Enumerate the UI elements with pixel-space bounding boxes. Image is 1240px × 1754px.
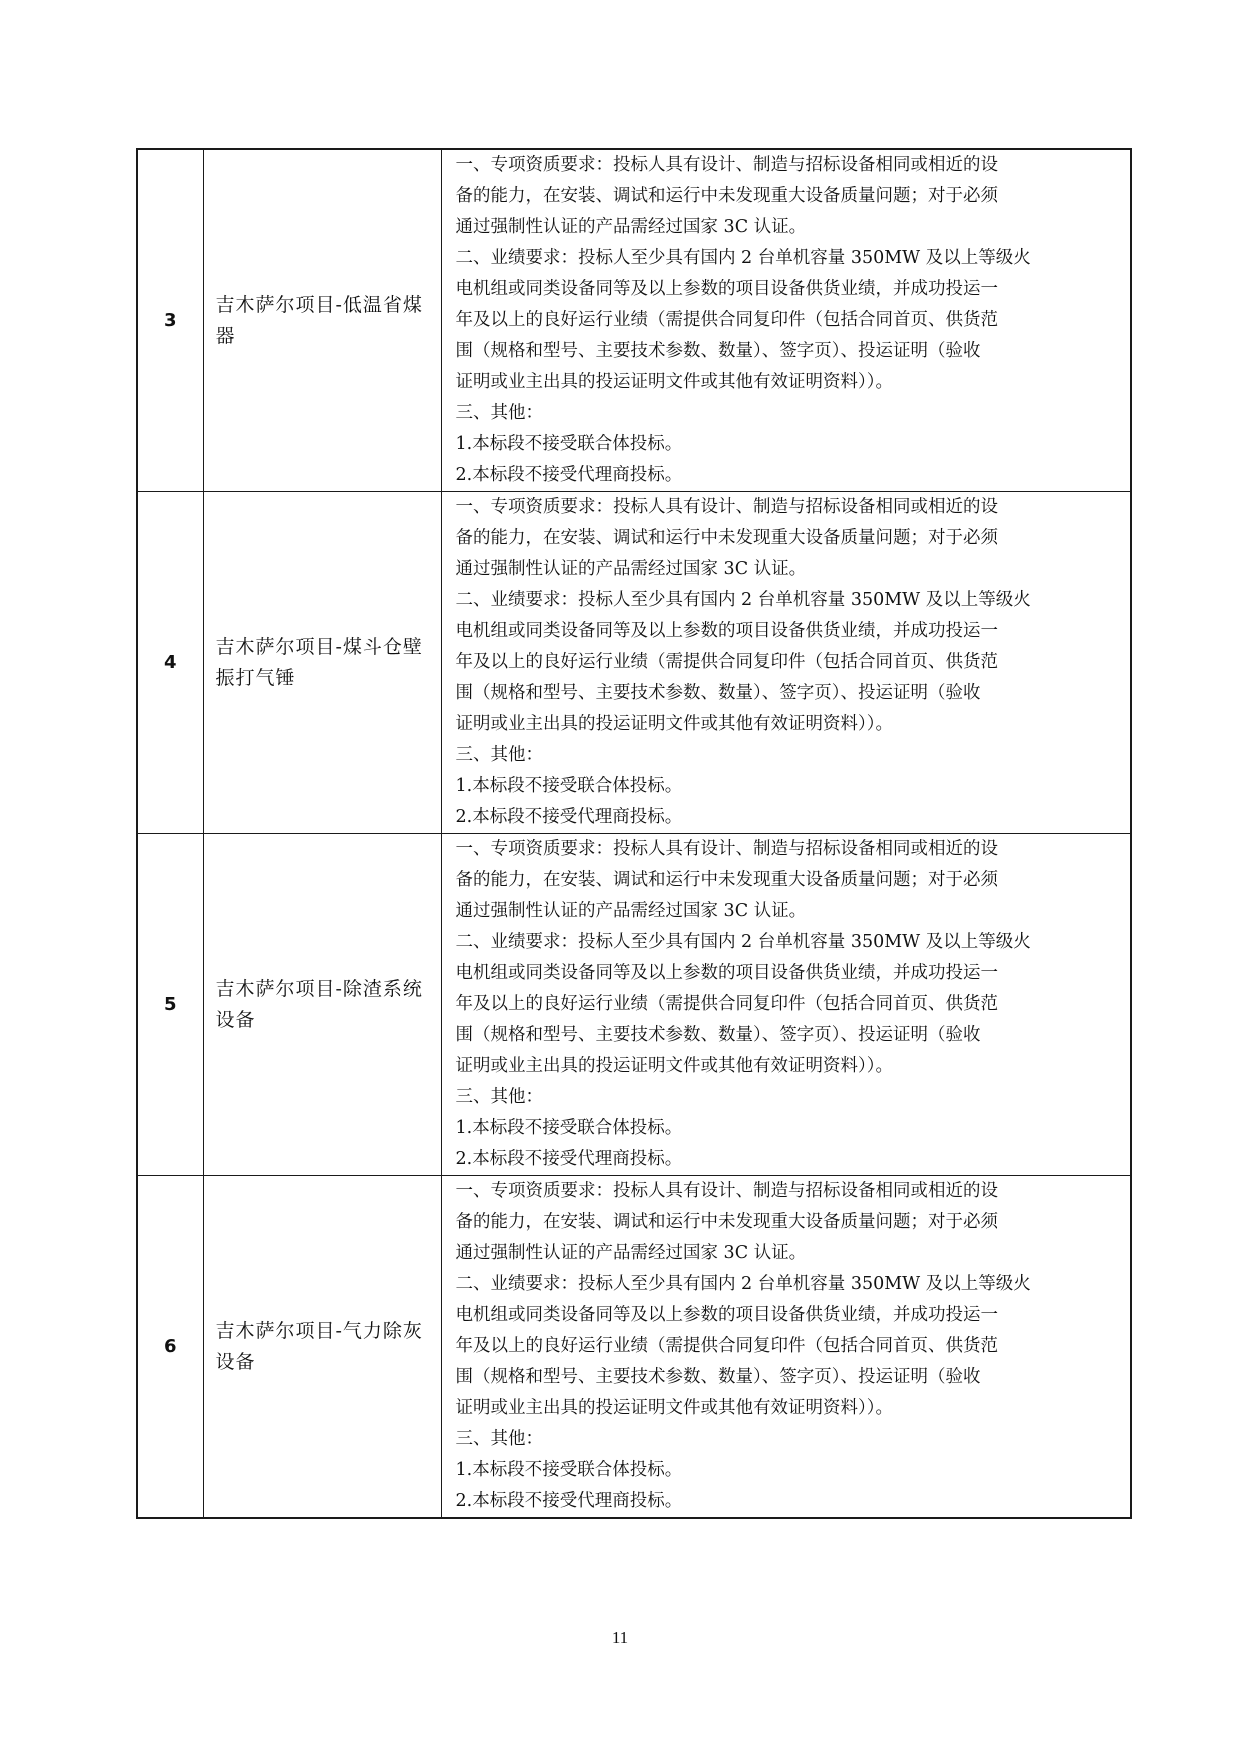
requirement-line: 围（规格和型号、主要技术参数、数量）、签字页）、投运证明（验收	[455, 1367, 981, 1387]
requirement-line: 电机组或同类设备同等及以上参数的项目设备供货业绩，并成功投运一	[455, 963, 998, 983]
requirement-line: 2.本标段不接受代理商投标。	[455, 1149, 683, 1169]
requirement-line: 一、专项资质要求：投标人具有设计、制造与招标设备相同或相近的设	[455, 155, 998, 175]
requirement-line: 1.本标段不接受联合体投标。	[455, 1118, 683, 1138]
page-number: 11	[611, 1628, 629, 1647]
requirement-line: 通过强制性认证的产品需经过国家 3C 认证。	[455, 559, 807, 579]
requirement-line: 三、其他：	[455, 403, 543, 423]
requirement-line: 1.本标段不接受联合体投标。	[455, 776, 683, 796]
requirement-line: 围（规格和型号、主要技术参数、数量）、签字页）、投运证明（验收	[455, 683, 981, 703]
requirement-line: 通过强制性认证的产品需经过国家 3C 认证。	[455, 1243, 807, 1263]
requirement-line: 一、专项资质要求：投标人具有设计、制造与招标设备相同或相近的设	[455, 1181, 998, 1201]
row-number-cell: 6	[137, 1176, 203, 1519]
requirement-line: 三、其他：	[455, 745, 543, 765]
table-row	[137, 149, 1131, 492]
requirement-line: 备的能力，在安装、调试和运行中未发现重大设备质量问题；对于必须	[455, 186, 998, 206]
requirement-line: 年及以上的良好运行业绩（需提供合同复印件（包括合同首页、供货范	[455, 310, 998, 330]
requirement-line: 备的能力，在安装、调试和运行中未发现重大设备质量问题；对于必须	[455, 1212, 998, 1232]
requirement-line: 电机组或同类设备同等及以上参数的项目设备供货业绩，并成功投运一	[455, 1305, 998, 1325]
requirement-line: 2.本标段不接受代理商投标。	[455, 1491, 683, 1511]
row-number-cell: 3	[137, 149, 203, 492]
requirement-line: 二、业绩要求：投标人至少具有国内 2 台单机容量 350MW 及以上等级火	[455, 590, 1031, 610]
requirement-line: 备的能力，在安装、调试和运行中未发现重大设备质量问题；对于必须	[455, 528, 998, 548]
requirements-table-body	[137, 149, 1131, 1518]
item-name-cell: 吉木萨尔项目-气力除灰设备	[203, 1176, 441, 1519]
requirement-line: 年及以上的良好运行业绩（需提供合同复印件（包括合同首页、供货范	[455, 1336, 998, 1356]
table-row	[137, 492, 1131, 834]
requirement-line: 备的能力，在安装、调试和运行中未发现重大设备质量问题；对于必须	[455, 870, 998, 890]
requirement-line: 证明或业主出具的投运证明文件或其他有效证明资料））。	[455, 1056, 893, 1076]
table-row	[137, 1176, 1131, 1519]
requirements-cell	[441, 1176, 1131, 1519]
requirement-line: 证明或业主出具的投运证明文件或其他有效证明资料））。	[455, 714, 893, 734]
requirement-line: 1.本标段不接受联合体投标。	[455, 434, 683, 454]
requirement-line: 年及以上的良好运行业绩（需提供合同复印件（包括合同首页、供货范	[455, 994, 998, 1014]
requirements-cell	[441, 834, 1131, 1176]
requirements-cell	[441, 149, 1131, 492]
requirement-line: 1.本标段不接受联合体投标。	[455, 1460, 683, 1480]
row-number-cell: 5	[137, 834, 203, 1176]
requirement-line: 证明或业主出具的投运证明文件或其他有效证明资料））。	[455, 1398, 893, 1418]
requirements-table	[136, 148, 1132, 1519]
requirement-line: 通过强制性认证的产品需经过国家 3C 认证。	[455, 901, 807, 921]
requirement-line: 2.本标段不接受代理商投标。	[455, 465, 683, 485]
requirement-line: 围（规格和型号、主要技术参数、数量）、签字页）、投运证明（验收	[455, 1025, 981, 1045]
item-name-cell: 吉木萨尔项目-低温省煤器	[203, 149, 441, 492]
row-number-cell: 4	[137, 492, 203, 834]
requirement-line: 通过强制性认证的产品需经过国家 3C 认证。	[455, 217, 807, 237]
requirement-line: 电机组或同类设备同等及以上参数的项目设备供货业绩，并成功投运一	[455, 279, 998, 299]
requirement-line: 2.本标段不接受代理商投标。	[455, 807, 683, 827]
requirements-cell	[441, 492, 1131, 834]
requirement-line: 二、业绩要求：投标人至少具有国内 2 台单机容量 350MW 及以上等级火	[455, 1274, 1031, 1294]
requirement-line: 电机组或同类设备同等及以上参数的项目设备供货业绩，并成功投运一	[455, 621, 998, 641]
requirement-line: 三、其他：	[455, 1429, 543, 1449]
item-name-cell: 吉木萨尔项目-煤斗仓壁振打气锤	[203, 492, 441, 834]
requirement-line: 二、业绩要求：投标人至少具有国内 2 台单机容量 350MW 及以上等级火	[455, 248, 1031, 268]
table-row	[137, 834, 1131, 1176]
requirement-line: 围（规格和型号、主要技术参数、数量）、签字页）、投运证明（验收	[455, 341, 981, 361]
requirement-line: 一、专项资质要求：投标人具有设计、制造与招标设备相同或相近的设	[455, 839, 998, 859]
requirement-line: 证明或业主出具的投运证明文件或其他有效证明资料））。	[455, 372, 893, 392]
requirement-line: 三、其他：	[455, 1087, 543, 1107]
item-name-cell: 吉木萨尔项目-除渣系统设备	[203, 834, 441, 1176]
requirement-line: 二、业绩要求：投标人至少具有国内 2 台单机容量 350MW 及以上等级火	[455, 932, 1031, 952]
requirement-line: 年及以上的良好运行业绩（需提供合同复印件（包括合同首页、供货范	[455, 652, 998, 672]
requirement-line: 一、专项资质要求：投标人具有设计、制造与招标设备相同或相近的设	[455, 497, 998, 517]
